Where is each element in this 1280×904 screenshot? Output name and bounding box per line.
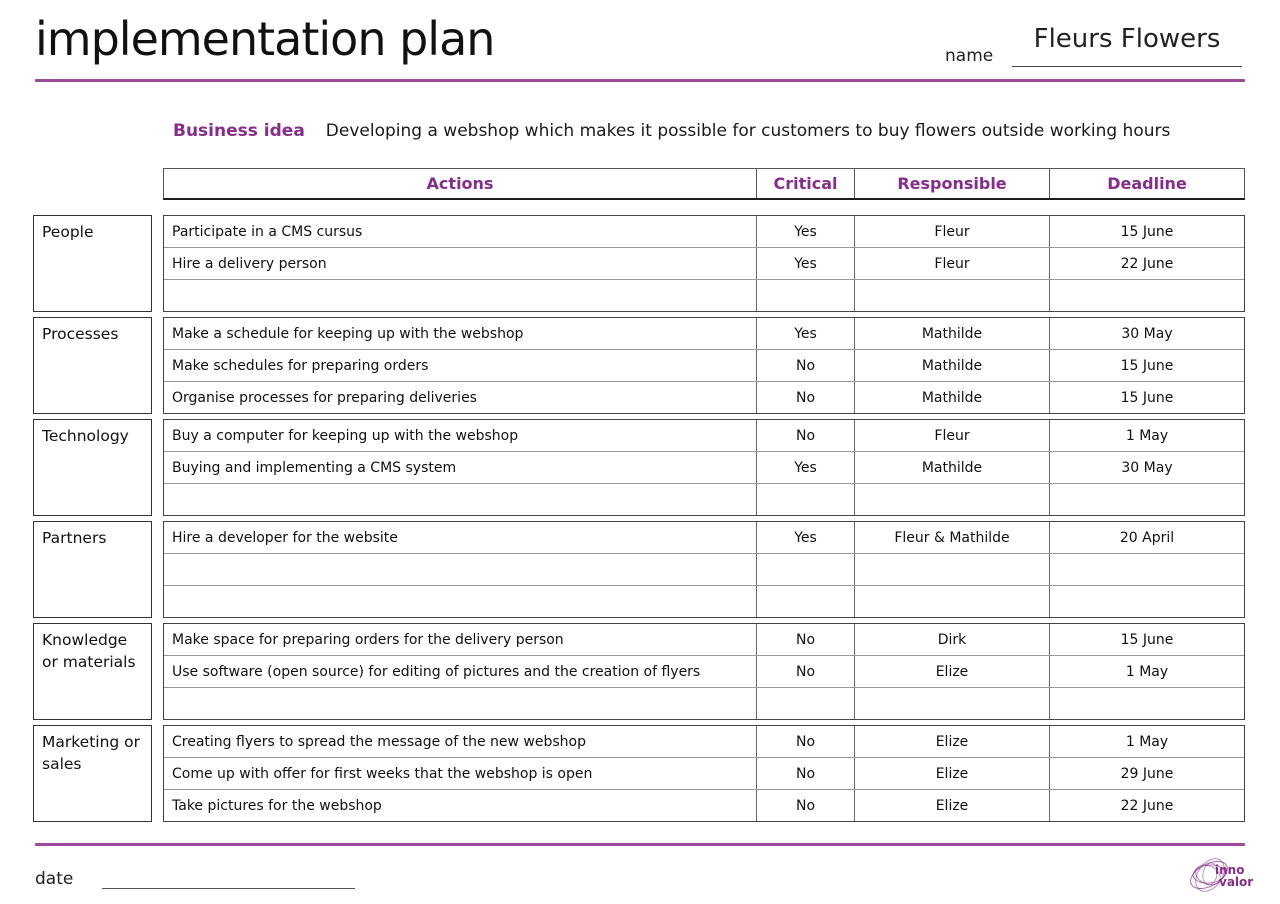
action-cell: Participate in a CMS cursus xyxy=(164,216,757,247)
plan-section xyxy=(33,725,1245,822)
critical-cell: Yes xyxy=(757,452,855,483)
deadline-cell: 30 May xyxy=(1121,325,1173,342)
action-cell: Make space for preparing orders for the delivery person xyxy=(164,624,757,655)
critical-cell: Yes xyxy=(757,522,855,553)
action-cell: Buying and implementing a CMS system xyxy=(164,452,757,483)
deadline-cell: 1 May xyxy=(1125,733,1169,750)
table-row xyxy=(164,687,1244,719)
action-cell: Creating flyers to spread the message of the new webshop xyxy=(164,726,757,757)
section-row-group xyxy=(163,317,1245,414)
plan-section xyxy=(33,317,1245,414)
table-row xyxy=(164,279,1244,311)
section-row-group xyxy=(163,521,1245,618)
deadline-cell: 22 June xyxy=(1120,797,1174,814)
column-header-actions: Actions xyxy=(164,169,757,198)
critical-cell: No xyxy=(757,790,855,821)
responsible-cell: Fleur xyxy=(855,420,1050,451)
date-label: date xyxy=(35,869,74,889)
critical-cell: No xyxy=(757,624,855,655)
critical-cell xyxy=(757,484,855,515)
plan-section xyxy=(33,521,1245,618)
section-row-group xyxy=(163,623,1245,720)
action-cell xyxy=(164,484,757,515)
table-row xyxy=(164,420,1244,451)
deadline-cell xyxy=(1050,280,1244,311)
action-cell: Use software (open source) for editing of pictures and the creation of flyers xyxy=(164,656,757,687)
responsible-cell xyxy=(855,688,1050,719)
table-row xyxy=(164,483,1244,515)
category-box: Marketing or sales xyxy=(33,725,152,822)
action-cell: Take pictures for the webshop xyxy=(164,790,757,821)
business-idea-label: Business idea xyxy=(173,121,305,141)
table-row xyxy=(164,522,1244,553)
deadline-cell: 1 May xyxy=(1125,663,1169,680)
critical-cell: No xyxy=(757,656,855,687)
action-cell xyxy=(164,280,757,311)
plan-sections xyxy=(33,215,1245,822)
critical-cell xyxy=(757,688,855,719)
date-field-line xyxy=(102,888,355,889)
deadline-cell: 22 June xyxy=(1120,255,1174,272)
responsible-cell: Elize xyxy=(855,726,1050,757)
responsible-cell: Mathilde xyxy=(855,382,1050,413)
responsible-cell xyxy=(855,484,1050,515)
deadline-cell: 29 June xyxy=(1120,765,1174,782)
critical-cell: Yes xyxy=(757,318,855,349)
responsible-cell xyxy=(855,586,1050,617)
deadline-cell xyxy=(1050,688,1244,719)
column-header-deadline: Deadline xyxy=(1107,174,1187,193)
critical-cell xyxy=(757,280,855,311)
responsible-cell: Mathilde xyxy=(855,452,1050,483)
business-idea xyxy=(173,121,1170,141)
category-box: Partners xyxy=(33,521,152,618)
action-cell: Make schedules for preparing orders xyxy=(164,350,757,381)
deadline-cell: 20 April xyxy=(1119,529,1175,546)
table-row xyxy=(164,451,1244,483)
action-cell xyxy=(164,554,757,585)
responsible-cell xyxy=(855,554,1050,585)
logo-text-valor: valor xyxy=(1219,875,1254,889)
responsible-cell: Elize xyxy=(855,758,1050,789)
action-cell: Organise processes for preparing deliveries xyxy=(164,382,757,413)
category-box: People xyxy=(33,215,152,312)
table-row xyxy=(164,247,1244,279)
table-row xyxy=(164,726,1244,757)
responsible-cell: Dirk xyxy=(855,624,1050,655)
name-value: Fleurs Flowers xyxy=(1033,24,1221,54)
table-row xyxy=(164,757,1244,789)
plan-section xyxy=(33,623,1245,720)
category-box: Processes xyxy=(33,317,152,414)
critical-cell: No xyxy=(757,758,855,789)
table-row xyxy=(164,381,1244,413)
table-row xyxy=(164,318,1244,349)
column-header-responsible: Responsible xyxy=(855,169,1050,198)
table-row xyxy=(164,655,1244,687)
critical-cell: No xyxy=(757,420,855,451)
category-box: Knowledge or materials xyxy=(33,623,152,720)
responsible-cell: Mathilde xyxy=(855,318,1050,349)
critical-cell xyxy=(757,586,855,617)
table-row xyxy=(164,789,1244,821)
deadline-cell xyxy=(1050,484,1244,515)
action-cell: Hire a developer for the website xyxy=(164,522,757,553)
name-label: name xyxy=(945,46,994,66)
deadline-cell: 15 June xyxy=(1120,389,1174,406)
business-idea-text: Developing a webshop which makes it possible for customers to buy flowers outside working hours xyxy=(325,121,1171,141)
page-title: implementation plan xyxy=(35,12,495,66)
responsible-cell: Fleur & Mathilde xyxy=(855,522,1050,553)
critical-cell: Yes xyxy=(757,216,855,247)
action-cell: Buy a computer for keeping up with the webshop xyxy=(164,420,757,451)
deadline-cell: 15 June xyxy=(1120,223,1174,240)
critical-cell xyxy=(757,554,855,585)
critical-cell: No xyxy=(757,726,855,757)
responsible-cell: Elize xyxy=(855,656,1050,687)
deadline-cell xyxy=(1050,554,1244,585)
responsible-cell: Fleur xyxy=(855,216,1050,247)
responsible-cell: Fleur xyxy=(855,248,1050,279)
table-row xyxy=(164,216,1244,247)
action-cell xyxy=(164,586,757,617)
deadline-cell: 15 June xyxy=(1120,357,1174,374)
deadline-cell: 15 June xyxy=(1120,631,1174,648)
action-cell xyxy=(164,688,757,719)
action-cell: Come up with offer for first weeks that the webshop is open xyxy=(164,758,757,789)
responsible-cell xyxy=(855,280,1050,311)
action-cell: Hire a delivery person xyxy=(164,248,757,279)
logo-text-inno: inno xyxy=(1215,863,1245,877)
table-row xyxy=(164,349,1244,381)
section-row-group xyxy=(163,419,1245,516)
deadline-cell: 30 May xyxy=(1121,459,1173,476)
column-header-critical: Critical xyxy=(757,169,855,198)
bottom-divider xyxy=(35,843,1245,846)
critical-cell: No xyxy=(757,350,855,381)
top-divider xyxy=(35,79,1245,82)
section-row-group xyxy=(163,215,1245,312)
critical-cell: No xyxy=(757,382,855,413)
critical-cell: Yes xyxy=(757,248,855,279)
innovalor-logo xyxy=(1188,848,1254,902)
table-row xyxy=(164,553,1244,585)
responsible-cell: Mathilde xyxy=(855,350,1050,381)
section-row-group xyxy=(163,725,1245,822)
name-field-line xyxy=(1012,66,1242,67)
table-row xyxy=(164,624,1244,655)
deadline-cell xyxy=(1050,586,1244,617)
category-box: Technology xyxy=(33,419,152,516)
deadline-cell: 1 May xyxy=(1125,427,1169,444)
plan-section xyxy=(33,215,1245,312)
action-cell: Make a schedule for keeping up with the webshop xyxy=(164,318,757,349)
plan-section xyxy=(33,419,1245,516)
table-row xyxy=(164,585,1244,617)
table-header-row xyxy=(163,168,1245,200)
responsible-cell: Elize xyxy=(855,790,1050,821)
